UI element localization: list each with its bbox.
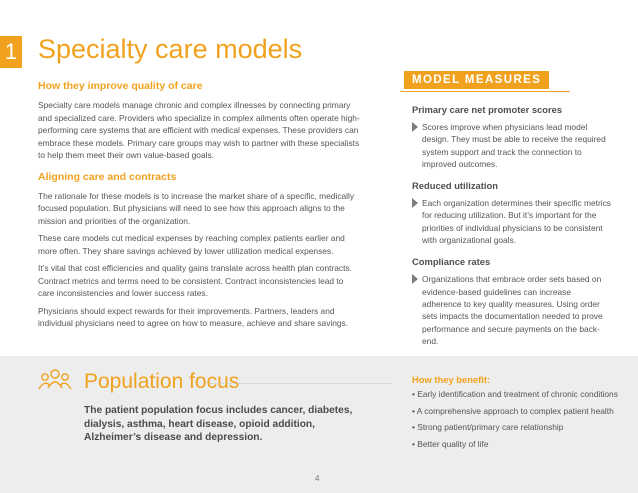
benefit-item: • Strong patient/primary care relationship (412, 422, 564, 432)
aligning-paragraph-2: These care models cut medical expenses by reaching complex patients earlier and more often. They share savings achieved by lower utilization medical expenses. (38, 233, 345, 256)
measure-item (412, 273, 612, 347)
triangle-bullet-icon (412, 198, 418, 208)
aligning-paragraph-1: The rationale for these models is to increase the market share of a specific, medically focused population. But physicians will need to see how this approach aligns to the mission and priorities of the organization. (38, 190, 355, 226)
population-title: Population focus (84, 370, 240, 393)
section-number: 1 (0, 36, 22, 68)
page-number: 4 (315, 474, 320, 483)
measures-list (412, 104, 612, 357)
measure-item (412, 121, 612, 170)
benefit-item: • Better quality of life (412, 438, 489, 449)
measure-text: Each organization determines their specific metrics for reducing utilization. But it’s important for the priorities of individual physicians to be consistent with organizational goals. (422, 198, 611, 246)
dotted-rule (210, 383, 392, 384)
measure-title: Compliance rates (412, 256, 491, 268)
benefit-item: • Early identification and treatment of chronic conditions (412, 389, 618, 399)
measure-item (412, 197, 612, 246)
measure-text: Organizations that embrace order sets based on evidence-based guidelines can increase adherence to key quality measures. Using order sets impacts the documentation needed to prove performance and secure payments on the back-end. (422, 274, 603, 346)
quality-heading: How they improve quality of care (38, 80, 203, 92)
measure-text: Scores improve when physicians lead model design. They must be able to receive the required system support and track the connection to improved outcomes. (422, 122, 606, 169)
benefit-item: • A comprehensive approach to complex patient health (412, 405, 614, 416)
measure-title: Reduced utilization (412, 180, 498, 192)
measure-title: Primary care net promoter scores (412, 104, 563, 115)
left-column (38, 80, 360, 335)
aligning-paragraph-3: It’s vital that cost efficiencies and quality gains translate across health plan contracts. Contract metrics and terms need to be consistent. Contract inconsistencies lead to care inconsistencies and lower success rates. (38, 263, 352, 298)
model-measures-label: MODEL MEASURES (404, 71, 549, 89)
benefits-list (412, 374, 622, 455)
triangle-bullet-icon (412, 274, 418, 284)
population-text: The patient population focus includes cancer, diabetes, dialysis, asthma, heart disease, opioid addition, Alzheimer’s disease and depression. (84, 405, 353, 444)
aligning-heading: Aligning care and contracts (38, 170, 177, 183)
people-group-icon (38, 366, 72, 396)
aligning-paragraph-4: Physicians should expect rewards for their improvements. Partners, leaders and individual physicians need to agree on how to measure, achieve and share savings. (38, 305, 349, 328)
section-title: Specialty care models (38, 34, 303, 64)
benefits-title: How they benefit: (412, 374, 491, 385)
triangle-bullet-icon (412, 122, 418, 132)
quality-paragraph: Specialty care models manage chronic and complex illnesses by connecting primary and specialized care. Providers who specialize in complex ailments often operate high-performing care systems that are efficient with medical expenses. These providers can embrace these models. Primary care groups may wish to partner with these specialists to help them meet their own value-based goals. (38, 100, 360, 160)
